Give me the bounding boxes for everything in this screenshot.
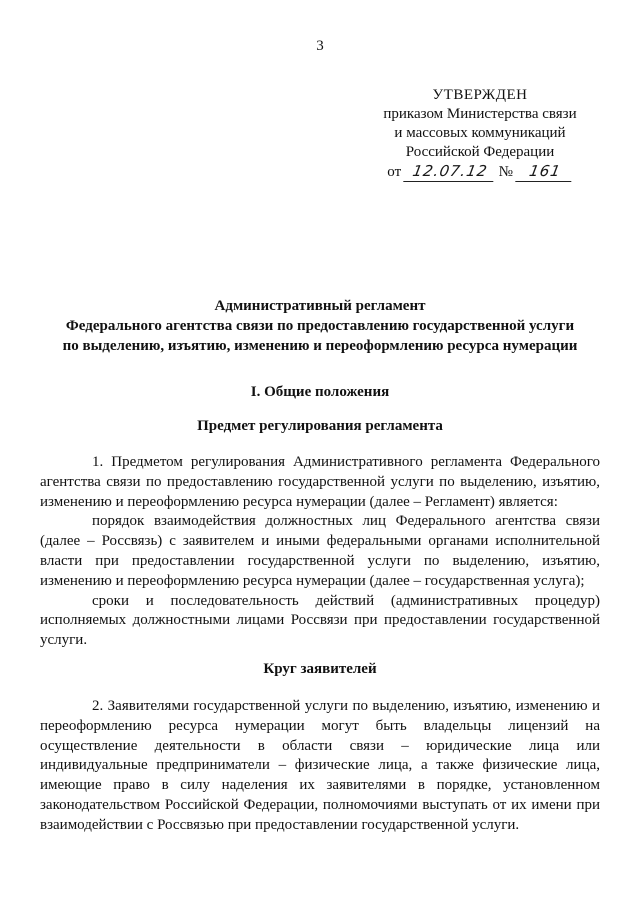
subject-paragraphs <box>40 453 600 651</box>
approval-title: УТВЕРЖДЕН <box>432 87 528 103</box>
approval-line-2: и массовых коммуникаций <box>394 125 566 141</box>
paragraph-1b: сроки и последовательность действий (административных процедур) исполняемых должностными лицами Россвязи при предоставлении государственной услуги. <box>40 592 600 649</box>
approval-line-3: Российской Федерации <box>405 144 555 160</box>
approval-block <box>360 86 600 182</box>
paragraph-1a: порядок взаимодействия должностных лиц Федерального агентства связи (далее – Россвязь) с заявителем и иными федеральными органами исполнительной власти при предоставлении государственной услуги по выделению, изъятию, изменению и переоформлению ресурса нумерации (далее – государственная услуга); <box>40 513 600 589</box>
handwritten-number: 161 <box>515 162 575 182</box>
section-heading-applicants: Круг заявителей <box>263 661 377 677</box>
approval-line-1: приказом Министерства связи <box>383 106 577 122</box>
section-heading-general: I. Общие положения <box>250 384 390 400</box>
section-heading-subject: Предмет регулирования регламента <box>197 418 443 434</box>
paragraph-2: 2. Заявителями государственной услуги по выделению, изъятию, изменению и переоформлению ресурса нумерации могут быть владельцы лицензий на осуществление деятельности в области связи – юридические лица или индивидуальные предприниматели – физические лица, а также физические лица, имеющие право в силу наделения их заявителями в порядке, установленном законодательством Российской Федерации, полномочиями выступать от их имени при взаимодействии с Россвязью при предоставлении государственной услуги. <box>40 698 600 833</box>
document-title-line-1: Административный регламент <box>214 298 426 314</box>
document-title <box>40 296 600 356</box>
document-title-line-2: Федерального агентства связи по предоставлению государственной услуги <box>65 318 575 334</box>
number-sign: № <box>498 164 513 180</box>
approval-date-line <box>360 162 600 182</box>
page-number: 3 <box>316 38 324 54</box>
handwritten-date: 12.07.12 <box>403 162 497 182</box>
document-title-line-3: по выделению, изъятию, изменению и переоформлению ресурса нумерации <box>62 338 578 354</box>
date-prefix: от <box>387 164 402 180</box>
paragraph-1: 1. Предметом регулирования Административного регламента Федерального агентства связи по предоставлению государственной услуги по выделению, изъятию, изменению и переоформлению ресурса нумерации (далее – Регламент) является: <box>40 454 600 510</box>
applicants-paragraphs <box>40 697 600 836</box>
